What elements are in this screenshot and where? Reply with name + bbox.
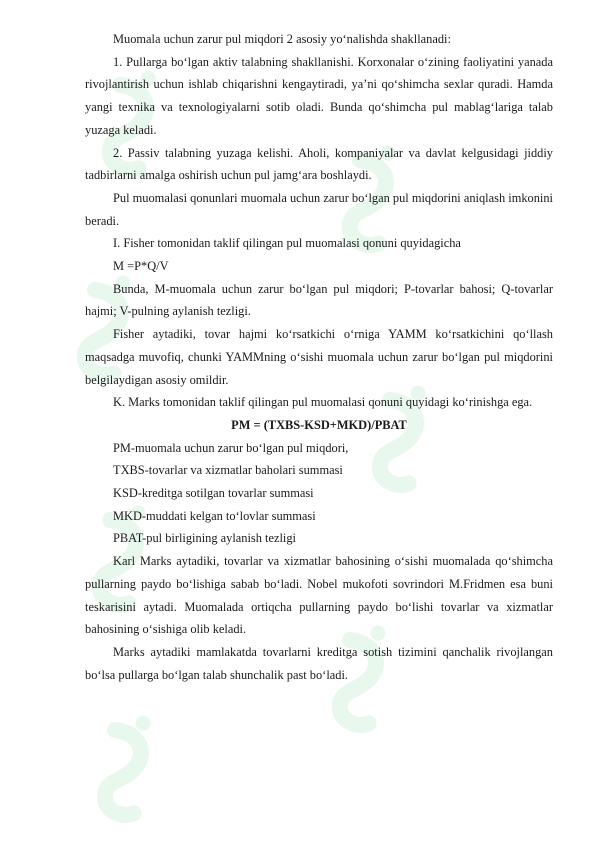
fisher-intro-paragraph: I. Fisher tomonidan taklif qilingan pul muomalasi qonuni quyidagicha [113,236,461,251]
intro-paragraph: Muomala uchun zarur pul miqdori 2 asosiy yo‘nalishda shakllanadi: [113,32,451,46]
definition-pm: PM-muomala uchun zarur bo‘lgan pul miqdori, [113,440,349,455]
document-body [85,28,553,686]
definition-mkd: MKD-muddati kelgan to‘lovlar summasi [113,508,316,523]
marx-intro-paragraph: K. Marks tomonidan taklif qilingan pul muomalasi qonuni quyidagi ko‘rinishga ega. [113,395,533,410]
active-demand-paragraph: 1. Pullarga bo‘lgan aktiv talabning shakllanishi. Korxonalar o‘zining faoliyatini yanada rivojlantirish uchun ishlab chiqarishni kengaytiradi, ya’ni qo‘shimcha sexlar quradi. Hamda yangi texnika va texnologiyalarni sotib oladi. Bunda qo‘shimcha pul mablag‘lariga talab yuzaga keladi. [85,54,553,137]
definition-ksd: KSD-kreditga sotilgan tovarlar summasi [113,486,314,501]
definition-txbs: TXBS-tovarlar va xizmatlar baholari summasi [113,463,343,478]
fisher-definitions-paragraph: Bunda, M-muomala uchun zarur bo‘lgan pul miqdori; P-tovarlar bahosi; Q-tovarlar hajmi; V-pulning aylanish tezligi. [85,281,553,319]
marx-formula: PM = (TXBS-KSD+MKD)/PBAT [231,417,407,432]
marx-friedman-paragraph: Karl Marks aytadiki, tovarlar va xizmatlar bahosining o‘sishi muomalada qo‘shimcha pullarning paydo bo‘lishiga sabab bo‘ladi. Nobel mukofoti sovrindori M.Fridmen esa buni teskarisini aytadi. Muomalada ortiqcha pullarning paydo bo‘lishi tovarlar va xizmatlar bahosining o‘sishiga olib keladi. [85,554,553,637]
marx-credit-paragraph: Marks aytadiki mamlakatda tovarlarni kreditga sotish tizimini qanchalik rivojlangan bo‘lsa pullarga bo‘lgan talab shunchalik past bo‘ladi. [85,644,553,682]
fisher-formula: M =P*Q/V [113,259,169,274]
money-laws-paragraph: Pul muomalasi qonunlari muomala uchun zarur bo‘lgan pul miqdorini aniqlash imkonini beradi. [85,190,553,228]
definition-pbat: PBAT-pul birligining aylanish tezligi [113,531,296,546]
fisher-gdp-paragraph: Fisher aytadiki, tovar hajmi ko‘rsatkichi o‘rniga YAMM ko‘rsatkichini qo‘llash maqsadga muvofiq, chunki YAMMning o‘sishi muomala uchun zarur bo‘lgan pul miqdorini belgilaydigan asosiy omildir. [85,327,553,387]
passive-demand-paragraph: 2. Passiv talabning yuzaga kelishi. Aholi, kompaniyalar va davlat kelgusidagi jiddiy tadbirlarni amalga oshirish uchun pul jamg‘ara boshlaydi. [85,145,553,183]
